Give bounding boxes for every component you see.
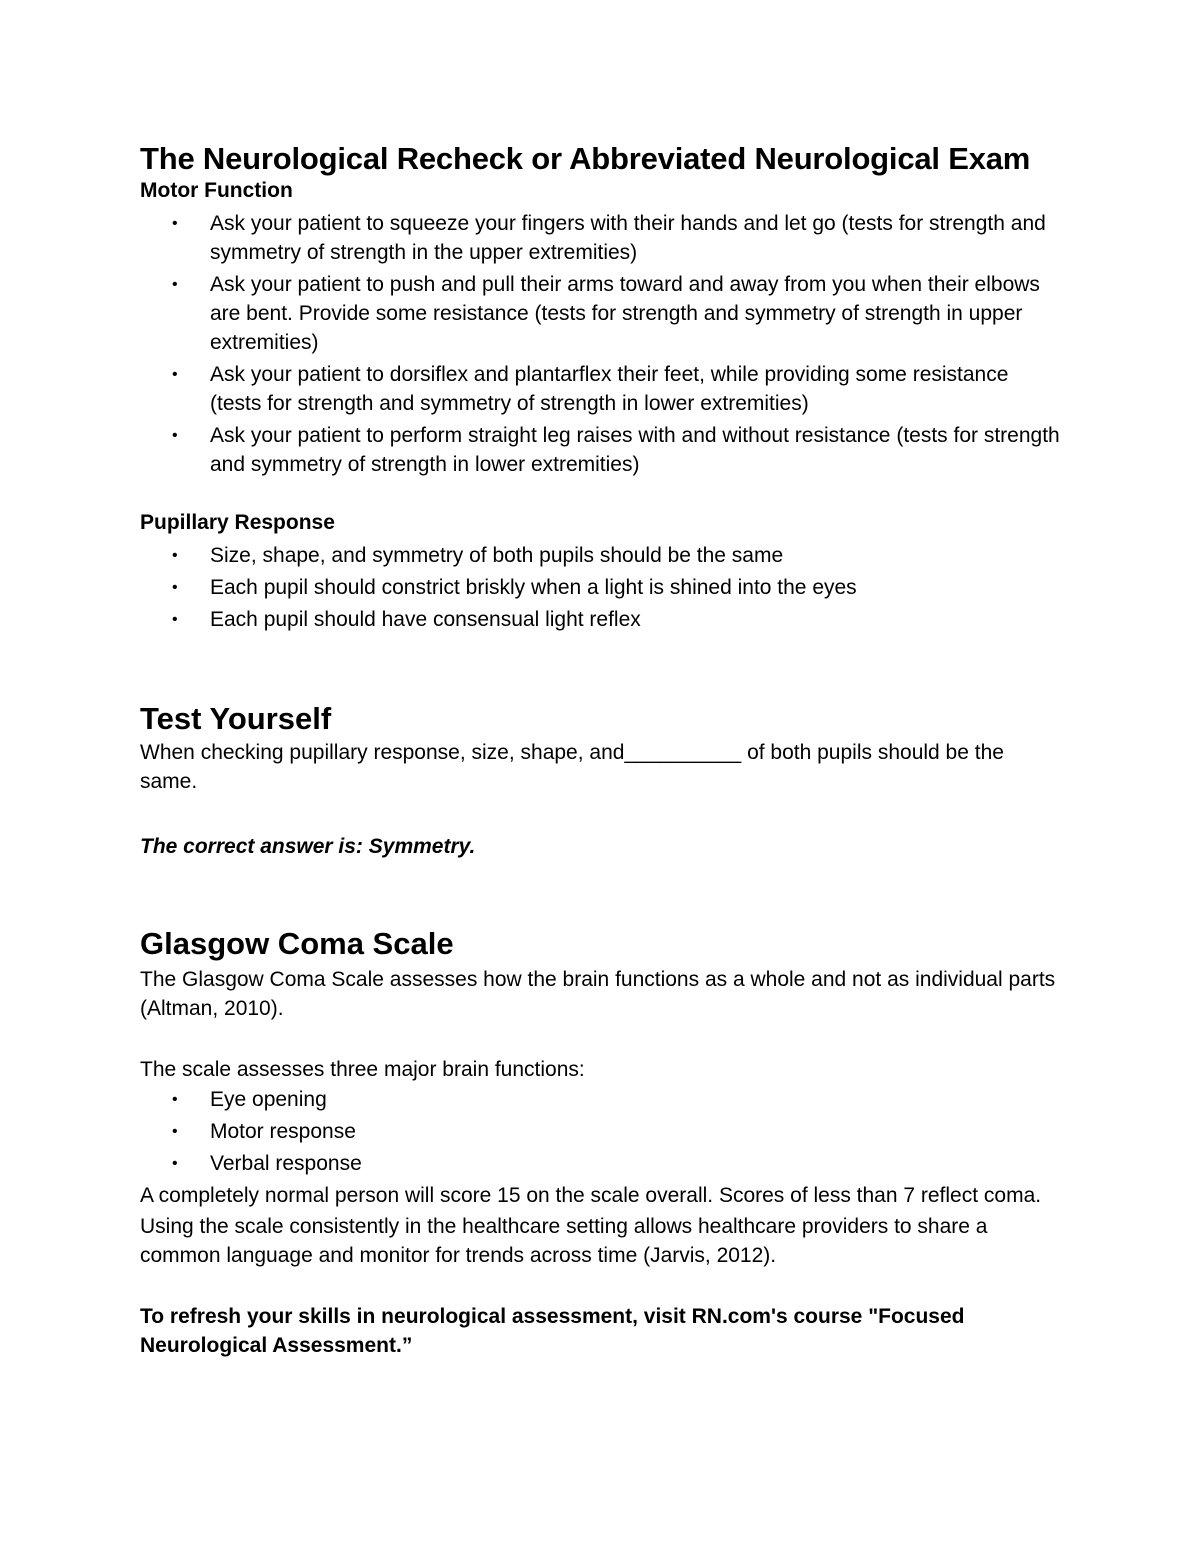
- bullet-icon: •: [172, 366, 178, 383]
- test-question: When checking pupillary response, size, shape, and__________ of both pupils should be the same.: [140, 741, 1004, 793]
- motor-function-list: [140, 209, 1060, 479]
- list-item-text: Each pupil should constrict briskly when a light is shined into the eyes: [210, 576, 857, 599]
- list-item: [140, 1149, 1060, 1178]
- list-item: [140, 209, 1060, 267]
- bullet-icon: •: [172, 215, 178, 232]
- list-item-text: Ask your patient to perform straight leg raises with and without resistance (tests for strength and symmetry of strength in lower extremities): [210, 424, 1060, 476]
- list-item-text: Ask your patient to push and pull their arms toward and away from you when their elbows are bent. Provide some resistance (tests for strength and symmetry of strength in upper extremities): [210, 273, 1040, 354]
- bullet-icon: •: [172, 1091, 178, 1108]
- list-item: [140, 573, 1060, 602]
- list-item-text: Ask your patient to squeeze your fingers with their hands and let go (tests for strength and symmetry of strength in the upper extremities): [210, 212, 1046, 264]
- bullet-icon: •: [172, 547, 178, 564]
- list-item: [140, 1117, 1060, 1146]
- pupillary-response-list: [140, 541, 1060, 634]
- gcs-usage-paragraph: Using the scale consistently in the healthcare setting allows healthcare providers to share a common language and monitor for trends across time (Jarvis, 2012).: [140, 1215, 988, 1267]
- gcs-functions-list: [140, 1085, 1060, 1178]
- bullet-icon: •: [172, 1155, 178, 1172]
- list-item-text: Each pupil should have consensual light reflex: [210, 608, 641, 631]
- list-item-text: Verbal response: [210, 1152, 362, 1175]
- correct-answer: The correct answer is: Symmetry.: [140, 835, 476, 858]
- list-item: [140, 360, 1060, 418]
- list-item: [140, 270, 1060, 357]
- glasgow-coma-scale-heading: Glasgow Coma Scale: [140, 926, 454, 961]
- list-item-text: Motor response: [210, 1120, 356, 1143]
- bullet-icon: •: [172, 611, 178, 628]
- list-item: [140, 421, 1060, 479]
- document-page: [140, 138, 1060, 1360]
- list-item: [140, 1085, 1060, 1114]
- gcs-score-paragraph: A completely normal person will score 15 on the scale overall. Scores of less than 7 reflect coma.: [140, 1184, 1042, 1207]
- list-item-text: Eye opening: [210, 1088, 327, 1111]
- list-item-text: Ask your patient to dorsiflex and plantarflex their feet, while providing some resistance (tests for strength and symmetry of strength in lower extremities): [210, 363, 1009, 415]
- motor-function-heading: Motor Function: [140, 179, 293, 202]
- test-yourself-heading: Test Yourself: [140, 701, 332, 736]
- bullet-icon: •: [172, 1123, 178, 1140]
- closing-note: To refresh your skills in neurological assessment, visit RN.com's course "Focused Neurological Assessment.”: [140, 1305, 965, 1357]
- gcs-lead: The scale assesses three major brain functions:: [140, 1058, 585, 1081]
- bullet-icon: •: [172, 579, 178, 596]
- pupillary-response-heading: Pupillary Response: [140, 511, 335, 534]
- gcs-intro: The Glasgow Coma Scale assesses how the brain functions as a whole and not as individual parts (Altman, 2010).: [140, 968, 1056, 1020]
- page-title: The Neurological Recheck or Abbreviated Neurological Exam: [140, 141, 1031, 176]
- bullet-icon: •: [172, 276, 178, 293]
- list-item-text: Size, shape, and symmetry of both pupils should be the same: [210, 544, 784, 567]
- bullet-icon: •: [172, 427, 178, 444]
- list-item: [140, 605, 1060, 634]
- list-item: [140, 541, 1060, 570]
